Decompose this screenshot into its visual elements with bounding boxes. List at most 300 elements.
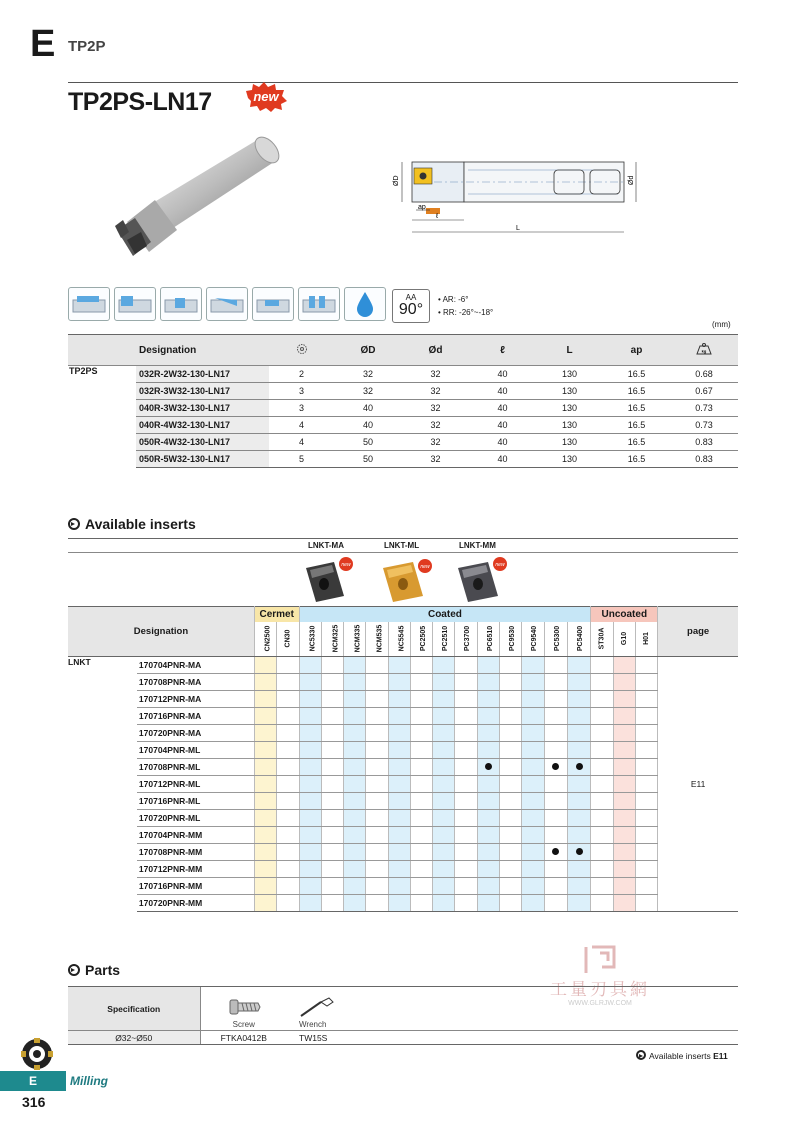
grade-cell	[366, 708, 388, 725]
grade-cell	[254, 691, 276, 708]
grade-cell	[500, 657, 522, 674]
grade-cell	[433, 759, 455, 776]
new-badge	[244, 82, 288, 112]
grade-cell	[388, 810, 410, 827]
grade-cell	[344, 827, 366, 844]
grade-cell	[613, 691, 635, 708]
holder-row	[68, 451, 738, 468]
insert-label-ma: LNKT-MA	[308, 541, 344, 550]
grade-cell	[433, 895, 455, 912]
grade-cell	[591, 827, 613, 844]
col-l: ℓ	[469, 335, 536, 366]
holder-D: 32	[334, 383, 402, 400]
grade-header	[254, 622, 276, 657]
grade-cell	[567, 861, 590, 878]
holder-l: 40	[469, 417, 536, 434]
grade-cell	[366, 674, 388, 691]
grade-cell	[522, 657, 544, 674]
insert-row	[68, 793, 738, 810]
face-milling-icon	[68, 287, 110, 321]
section-letter: E	[30, 23, 56, 65]
grade-cell	[591, 759, 613, 776]
grade-cell	[410, 827, 432, 844]
grade-name: CN30	[284, 629, 292, 648]
technical-drawing	[388, 150, 650, 240]
grade-name: ST30A	[598, 627, 606, 650]
wrench-icon	[299, 996, 339, 1018]
parts-heading	[68, 962, 120, 978]
grade-cell	[567, 725, 590, 742]
grade-cell	[388, 674, 410, 691]
wrench-label: Wrench	[299, 1020, 327, 1029]
holder-d: 32	[402, 451, 469, 468]
grade-cell	[500, 708, 522, 725]
grade-cell	[277, 691, 299, 708]
grade-col-designation: Designation	[68, 607, 254, 657]
holder-ap: 16.5	[603, 451, 670, 468]
grade-cell	[567, 810, 590, 827]
grade-cell	[410, 725, 432, 742]
grade-cell	[388, 861, 410, 878]
grade-cell	[299, 657, 321, 674]
grade-cell	[635, 793, 657, 810]
product-title: TP2PS-LN17	[68, 88, 212, 116]
grade-header	[455, 622, 477, 657]
grade-cell	[277, 793, 299, 810]
grade-cell	[544, 725, 567, 742]
grade-cell	[321, 742, 343, 759]
approach-angle-value: 90°	[398, 301, 424, 318]
holder-row	[68, 366, 738, 383]
grade-cell	[635, 844, 657, 861]
grade-cell	[299, 725, 321, 742]
grade-cell	[613, 759, 635, 776]
grade-cell	[544, 861, 567, 878]
insert-designation: 170704PNR-MA	[137, 657, 255, 674]
grade-cell	[477, 810, 499, 827]
grade-cell	[254, 861, 276, 878]
grade-cell	[344, 725, 366, 742]
grade-cell	[433, 810, 455, 827]
grade-cell	[299, 759, 321, 776]
grade-cell	[544, 657, 567, 674]
grade-cell	[635, 742, 657, 759]
grade-cell	[410, 759, 432, 776]
insert-designation: 170712PNR-ML	[137, 776, 255, 793]
insert-image-mm	[456, 556, 505, 604]
grade-cell	[635, 725, 657, 742]
grade-cell	[433, 827, 455, 844]
grade-cell	[433, 861, 455, 878]
grade-cell	[366, 793, 388, 810]
plunging-icon	[298, 287, 340, 321]
screw-cell	[200, 987, 287, 1031]
col-ap: ap	[603, 335, 670, 366]
grade-header	[591, 622, 613, 657]
grade-header	[522, 622, 544, 657]
page-number: 316	[22, 1094, 46, 1110]
grade-cell	[366, 844, 388, 861]
grade-cell	[613, 725, 635, 742]
grade-name: PC5300	[553, 626, 561, 652]
grade-cell	[388, 742, 410, 759]
grade-cell	[388, 776, 410, 793]
grade-cell	[477, 844, 499, 861]
grade-cell	[254, 844, 276, 861]
insert-designation: 170712PNR-MM	[137, 861, 255, 878]
grade-cell	[567, 674, 590, 691]
grade-cell	[522, 878, 544, 895]
watermark-url: WWW.GLRJW.COM	[568, 1000, 632, 1007]
grade-cell	[544, 776, 567, 793]
grade-cell	[366, 878, 388, 895]
grade-cell	[591, 657, 613, 674]
grade-cell	[477, 691, 499, 708]
approach-angle-label: AA	[405, 293, 417, 302]
drawing-label-L: L	[516, 225, 520, 232]
grade-cell	[433, 844, 455, 861]
holder-designation: 040R-4W32-130-LN17	[136, 417, 269, 434]
grade-cell	[344, 793, 366, 810]
insert-row	[68, 725, 738, 742]
insert-row	[68, 810, 738, 827]
grade-cell	[591, 708, 613, 725]
grade-name: NCM335	[354, 624, 362, 653]
grade-cell	[299, 878, 321, 895]
holder-row	[68, 417, 738, 434]
pocketing-icon	[252, 287, 294, 321]
grade-cell	[500, 674, 522, 691]
grade-cell	[277, 895, 299, 912]
grade-cell	[500, 895, 522, 912]
insert-designation: 170704PNR-ML	[137, 742, 255, 759]
grade-header	[544, 622, 567, 657]
grade-cell	[500, 827, 522, 844]
unit-label: (mm)	[712, 320, 731, 329]
grade-cell	[254, 827, 276, 844]
grade-cell	[567, 793, 590, 810]
grade-cell	[567, 691, 590, 708]
grade-cell	[477, 708, 499, 725]
holder-row	[68, 383, 738, 400]
teeth-icon	[269, 335, 334, 366]
grade-cell	[388, 844, 410, 861]
grade-cell	[254, 725, 276, 742]
parts-spec-label: Specification	[68, 987, 200, 1031]
grade-cell	[344, 776, 366, 793]
grade-cell	[455, 793, 477, 810]
insert-row	[68, 827, 738, 844]
holder-D: 50	[334, 434, 402, 451]
inserts-rule-second	[68, 552, 738, 553]
insert-designation: 170716PNR-ML	[137, 793, 255, 810]
grade-cell	[299, 776, 321, 793]
insert-mm-new-text: new	[495, 562, 505, 568]
holder-table-header	[68, 335, 738, 366]
grade-cell	[522, 759, 544, 776]
link-arrow-icon	[636, 1050, 646, 1060]
grade-cell	[388, 691, 410, 708]
grade-cell	[477, 895, 499, 912]
grade-name: G10	[620, 632, 628, 646]
grade-cell	[567, 759, 590, 776]
grade-cell	[477, 793, 499, 810]
grade-cell	[591, 810, 613, 827]
milling-cutter-logo-icon	[20, 1037, 54, 1071]
holder-group: TP2PS	[69, 366, 98, 376]
grade-cell	[299, 793, 321, 810]
grade-cell	[591, 725, 613, 742]
grade-cell	[544, 708, 567, 725]
holder-ap: 16.5	[603, 434, 670, 451]
svg-text:kg: kg	[701, 348, 707, 353]
grade-cell	[366, 657, 388, 674]
grade-cell	[410, 657, 432, 674]
wrench-cell	[287, 987, 738, 1031]
grade-group-row	[68, 607, 738, 622]
insert-row	[68, 742, 738, 759]
grade-cell	[613, 878, 635, 895]
grade-cell	[477, 861, 499, 878]
grade-cell	[522, 776, 544, 793]
grade-header	[635, 622, 657, 657]
available-inserts-heading	[68, 516, 196, 532]
holder-ap: 16.5	[603, 366, 670, 383]
grade-name: PC5400	[577, 626, 585, 652]
drawing-label-l: ℓ	[436, 213, 439, 220]
grade-cell	[299, 742, 321, 759]
grade-cell	[522, 827, 544, 844]
grade-name: PC9530	[509, 626, 517, 652]
insert-row	[68, 657, 738, 674]
insert-row	[68, 878, 738, 895]
grade-cell	[299, 844, 321, 861]
grade-cell	[321, 776, 343, 793]
grade-cell	[613, 827, 635, 844]
insert-designation: 170712PNR-MA	[137, 691, 255, 708]
holder-l: 40	[469, 366, 536, 383]
grade-cell	[299, 708, 321, 725]
grade-cell	[567, 827, 590, 844]
grade-cell	[500, 844, 522, 861]
grade-cell	[321, 810, 343, 827]
grade-cell	[366, 725, 388, 742]
weight-icon	[670, 335, 738, 366]
insert-row	[68, 708, 738, 725]
insert-group: LNKT	[68, 657, 91, 667]
insert-row	[68, 691, 738, 708]
grade-cell	[500, 810, 522, 827]
grade-cell	[277, 657, 299, 674]
grade-cell	[433, 708, 455, 725]
grade-cell	[544, 878, 567, 895]
parts-table	[68, 986, 738, 1045]
grade-cell	[522, 742, 544, 759]
holder-L: 130	[536, 383, 603, 400]
grade-header	[613, 622, 635, 657]
grade-cell	[455, 810, 477, 827]
grade-cell	[254, 793, 276, 810]
holder-l: 40	[469, 434, 536, 451]
holder-D: 40	[334, 417, 402, 434]
grade-header	[321, 622, 343, 657]
holder-designation: 040R-3W32-130-LN17	[136, 400, 269, 417]
holder-l: 40	[469, 400, 536, 417]
grade-header	[277, 622, 299, 657]
grade-cell	[613, 861, 635, 878]
grade-cell	[410, 844, 432, 861]
holder-designation: 032R-3W32-130-LN17	[136, 383, 269, 400]
holder-D: 50	[334, 451, 402, 468]
grade-cell	[455, 827, 477, 844]
grade-cell	[544, 827, 567, 844]
availability-dot	[576, 763, 583, 770]
grade-cell	[613, 793, 635, 810]
grade-cell	[321, 861, 343, 878]
grade-cell	[477, 725, 499, 742]
coolant-icon	[344, 287, 386, 321]
grade-cell	[455, 878, 477, 895]
ramping-icon	[206, 287, 248, 321]
grade-cell	[455, 861, 477, 878]
grade-header	[433, 622, 455, 657]
grade-cell	[522, 708, 544, 725]
grade-cell	[477, 776, 499, 793]
grade-cell	[567, 895, 590, 912]
col-D: ØD	[334, 335, 402, 366]
availability-dot	[552, 848, 559, 855]
grade-cell	[567, 708, 590, 725]
holder-designation: 032R-2W32-130-LN17	[136, 366, 269, 383]
grade-name: NCM535	[376, 624, 384, 653]
grade-cell	[500, 725, 522, 742]
grade-cell	[366, 742, 388, 759]
insert-designation: 170708PNR-ML	[137, 759, 255, 776]
shoulder-milling-icon	[114, 287, 156, 321]
grade-cell	[544, 793, 567, 810]
holder-ap: 16.5	[603, 417, 670, 434]
grade-cell	[344, 895, 366, 912]
grade-cell	[522, 793, 544, 810]
grade-cell	[277, 878, 299, 895]
grade-name: NC5330	[308, 625, 316, 652]
grade-cell	[477, 827, 499, 844]
grade-cell	[344, 861, 366, 878]
availability-dot	[485, 763, 492, 770]
grade-cell	[254, 708, 276, 725]
holder-D: 40	[334, 400, 402, 417]
col-L: L	[536, 335, 603, 366]
grade-cell	[344, 691, 366, 708]
grade-cell	[477, 657, 499, 674]
grade-cell	[544, 674, 567, 691]
insert-row	[68, 895, 738, 912]
watermark-text: 工量刃具網	[550, 980, 650, 999]
grade-cell	[567, 657, 590, 674]
grade-cell	[433, 776, 455, 793]
grade-name: PC3700	[464, 626, 472, 652]
grade-cell	[433, 691, 455, 708]
holder-ap: 16.5	[603, 383, 670, 400]
screw-label: Screw	[232, 1020, 255, 1029]
available-inserts-link[interactable]	[636, 1050, 728, 1061]
grade-cell	[344, 742, 366, 759]
grade-cell	[613, 776, 635, 793]
holder-d: 32	[402, 417, 469, 434]
grade-cell	[455, 895, 477, 912]
grade-cell	[635, 674, 657, 691]
screw-icon	[224, 996, 264, 1018]
grade-cell	[591, 861, 613, 878]
grade-cell	[544, 810, 567, 827]
grade-header	[477, 622, 499, 657]
grade-cell	[254, 759, 276, 776]
insert-row	[68, 844, 738, 861]
holder-kg: 0.67	[670, 383, 738, 400]
grade-cell	[388, 725, 410, 742]
grade-cell	[410, 861, 432, 878]
grade-cell	[388, 895, 410, 912]
grade-header	[366, 622, 388, 657]
grade-cell	[591, 878, 613, 895]
insert-designation: 170720PNR-MA	[137, 725, 255, 742]
grade-cell	[344, 657, 366, 674]
grade-cell	[321, 657, 343, 674]
grade-cell	[635, 708, 657, 725]
grade-header	[299, 622, 321, 657]
holder-z: 5	[269, 451, 334, 468]
grade-cell	[410, 708, 432, 725]
insert-designation: 170704PNR-MM	[137, 827, 255, 844]
grade-cell	[591, 895, 613, 912]
insert-image-ml	[381, 556, 430, 604]
grade-cell	[522, 861, 544, 878]
grade-cell	[567, 844, 590, 861]
holder-z: 4	[269, 417, 334, 434]
grade-cell	[635, 657, 657, 674]
grade-cell	[388, 878, 410, 895]
grade-cell	[613, 657, 635, 674]
holder-L: 130	[536, 417, 603, 434]
grade-cell	[410, 674, 432, 691]
grade-cell	[410, 793, 432, 810]
holder-L: 130	[536, 434, 603, 451]
grade-cell	[635, 861, 657, 878]
holder-kg: 0.83	[670, 434, 738, 451]
grade-cell	[500, 793, 522, 810]
insert-ml-new-text: new	[420, 564, 430, 570]
link-page: E11	[713, 1051, 728, 1061]
grade-cell	[410, 742, 432, 759]
grade-cell	[366, 776, 388, 793]
grade-cell	[344, 759, 366, 776]
grade-cell	[455, 776, 477, 793]
grade-cell	[613, 810, 635, 827]
section-arrow-icon	[68, 518, 80, 530]
grade-cell	[366, 861, 388, 878]
grade-header	[344, 622, 366, 657]
availability-dot	[552, 763, 559, 770]
grade-cell	[254, 878, 276, 895]
link-text: Available inserts	[649, 1051, 711, 1061]
holder-z: 3	[269, 400, 334, 417]
grade-cell	[388, 793, 410, 810]
holder-z: 2	[269, 366, 334, 383]
grade-cell	[277, 742, 299, 759]
grade-cell	[321, 827, 343, 844]
grade-cell	[500, 742, 522, 759]
grade-cell	[591, 691, 613, 708]
